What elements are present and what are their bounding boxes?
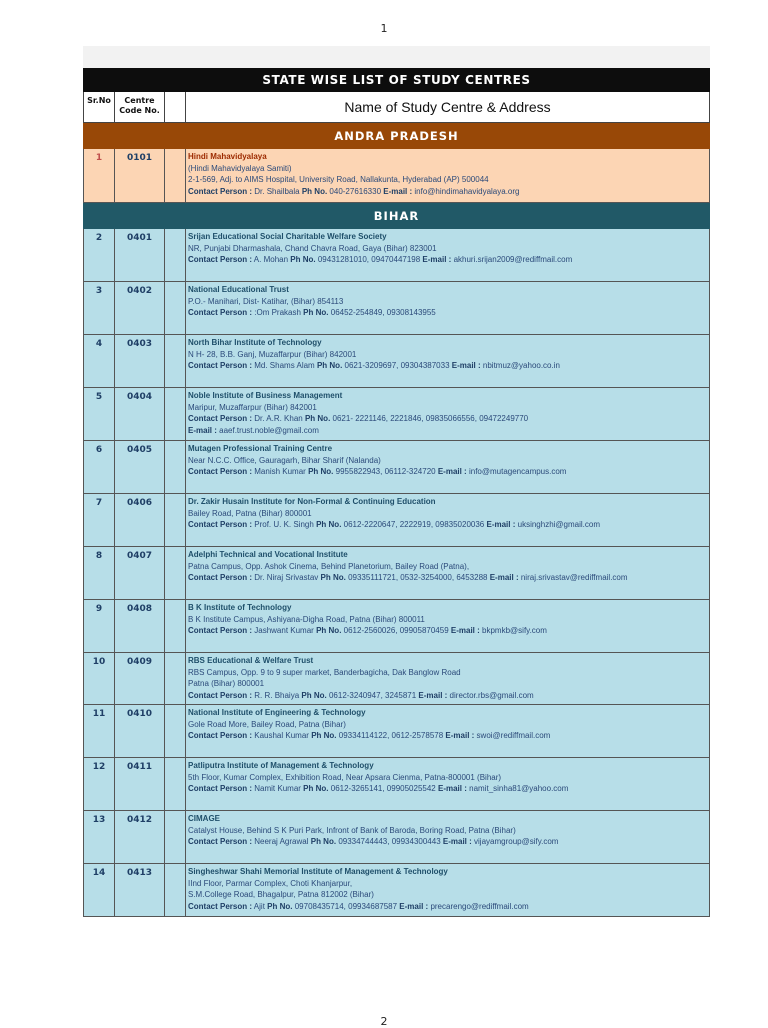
centre-row [83,653,710,705]
centre-row [83,600,710,653]
contact-person: Kaushal Kumar [254,731,309,740]
states-container [83,123,710,917]
centre-name: Mutagen Professional Training Centre [188,444,333,453]
contact-person: Dr. A.R. Khan [254,414,303,423]
email-address: vijayamgroup@sify.com [474,837,559,846]
centre-code: 0407 [115,547,165,599]
centre-sr-no: 14 [84,864,115,916]
state-header: BIHAR [83,203,710,229]
phone-label: Ph No. [316,626,342,635]
centre-row [83,811,710,864]
contact-label: Contact Person : [188,573,253,582]
centre-row [83,388,710,441]
centre-details [186,705,709,757]
centre-address-line: 2-1-569, Adj. to AIMS Hospital, University Road, Nallakunta, Hyderabad (AP) 500044 [188,175,489,184]
col-header-blank [165,92,186,122]
centre-sr-no: 1 [84,149,115,202]
centre-details [186,229,709,281]
centre-sr-no: 11 [84,705,115,757]
contact-person: Neeraj Agrawal [254,837,309,846]
centre-name: North Bihar Institute of Technology [188,338,322,347]
centre-spacer-cell [165,811,186,863]
centre-code: 0405 [115,441,165,493]
phone-number: 09334744443, 09934300443 [338,837,441,846]
email-address: aaef.trust.noble@gmail.com [219,425,319,435]
contact-person: Jashwant Kumar [254,626,314,635]
contact-person: A. Mohan [253,255,289,264]
centre-name: B K Institute of Technology [188,603,292,612]
centre-code: 0412 [115,811,165,863]
phone-label: Ph No. [310,837,337,846]
sheet-title: STATE WISE LIST OF STUDY CENTRES [83,68,710,92]
centre-name: Adelphi Technical and Vocational Institute [188,550,348,559]
centre-spacer-cell [165,229,186,281]
centre-spacer-cell [165,864,186,916]
contact-person: Manish Kumar [254,467,306,476]
centre-address-line: Patna Campus, Opp. Ashok Cinema, Behind Planetorium, Bailey Road (Patna), [188,561,470,571]
email-label: E-mail : [451,361,481,370]
centre-name: Singheshwar Shahi Memorial Institute of Management & Technology [188,867,448,876]
contact-label: Contact Person : [188,690,253,700]
centre-spacer-cell [165,149,186,202]
centre-name: Dr. Zakir Husain Institute for Non-Formal & Continuing Education [188,497,436,506]
page-number-bottom: 2 [380,1015,388,1028]
centre-address-line: (Hindi Mahavidyalaya Samiti) [188,163,292,173]
email-label: E-mail : [442,837,472,846]
centre-code: 0409 [115,653,165,704]
email-address: niraj.srivastav@rediffmail.com [520,573,628,582]
centre-address-line: NR, Punjabi Dharmashala, Chand Chavra Road, Gaya (Bihar) 823001 [188,243,437,253]
email-label: E-mail : [437,467,467,476]
email-label: E-mail : [486,520,516,529]
centre-name: National Educational Trust [188,285,289,294]
centre-contact-line [188,186,709,198]
phone-label: Ph No. [267,901,293,911]
centre-code: 0408 [115,600,165,652]
centre-row [83,547,710,600]
email-label: E-mail : [422,255,452,264]
centre-contact-line [188,307,709,319]
centre-details [186,811,709,863]
centre-sr-no: 3 [84,282,115,334]
centre-code: 0406 [115,494,165,546]
centre-details [186,441,709,493]
centre-code: 0401 [115,229,165,281]
email-label: E-mail : [450,626,480,635]
centre-details [186,758,709,810]
centre-sr-no: 6 [84,441,115,493]
centre-details [186,335,709,387]
email-address: swoi@rediffmail.com [476,731,551,740]
contact-person: Namit Kumar [254,784,301,793]
phone-label: Ph No. [301,186,328,196]
phone-number: 0621-3209697, 09304387033 [344,361,450,370]
centre-row [83,705,710,758]
email-label: E-mail : [445,731,475,740]
centre-address-line: Catalyst House, Behind S K Puri Park, Infront of Bank of Baroda, Boring Road, Patna (Bihar) [188,825,516,835]
centre-contact-line [188,519,709,531]
email-address: namit_sinha81@yahoo.com [469,784,569,793]
centre-contact-line [188,254,709,266]
phone-label: Ph No. [290,255,316,264]
centre-contact-line [188,730,709,742]
centre-name: Srijan Educational Social Charitable Welfare Society [188,232,387,241]
centre-code: 0404 [115,388,165,440]
centre-code: 0403 [115,335,165,387]
contact-person: Ajit [253,901,265,911]
centre-address-line: IInd Floor, Parmar Complex, Choti Khanjarpur, [188,878,353,888]
centre-row [83,282,710,335]
centre-code: 0101 [115,149,165,202]
centre-sr-no: 13 [84,811,115,863]
email-address: info@mutagencampus.com [468,467,567,476]
contact-label: Contact Person : [188,467,253,476]
centre-contact-line [188,690,709,702]
centre-spacer-cell [165,547,186,599]
centre-spacer-cell [165,653,186,704]
column-header-row [83,92,710,123]
phone-label: Ph No. [304,414,331,423]
phone-number: 0612-3240947, 3245871 [328,690,417,700]
centre-details [186,547,709,599]
contact-person: Prof. U. K. Singh [254,520,314,529]
email-label: E-mail : [418,690,448,700]
phone-label: Ph No. [316,520,342,529]
centre-spacer-cell [165,388,186,440]
phone-number: 9955822943, 06112-324720 [335,467,436,476]
contact-label: Contact Person : [188,414,253,423]
centre-code: 0402 [115,282,165,334]
centre-details [186,388,709,440]
centre-sr-no: 10 [84,653,115,704]
centre-sr-no: 9 [84,600,115,652]
email-address: nbitmuz@yahoo.co.in [482,361,560,370]
email-label: E-mail : [188,425,217,435]
phone-number: 0612-3265141, 09905025542 [330,784,436,793]
phone-number: 06452-254849, 09308143955 [330,308,436,317]
centre-name: National Institute of Engineering & Technology [188,708,366,717]
centre-name: Patliputra Institute of Management & Technology [188,761,374,770]
centre-spacer-cell [165,441,186,493]
phone-label: Ph No. [303,308,329,317]
contact-person: R. R. Bhaiya [254,690,300,700]
phone-label: Ph No. [308,467,334,476]
contact-person: :Om Prakash [254,308,301,317]
centre-contact-line [188,836,709,848]
contact-label: Contact Person : [188,308,253,317]
phone-label: Ph No. [301,690,327,700]
email-label: E-mail : [489,573,519,582]
phone-number: 0621- 2221146, 2221846, 09835066556, 09472249770 [332,414,529,423]
centre-row [83,229,710,282]
phone-number: 0612-2560026, 09905870459 [343,626,449,635]
centre-sr-no: 5 [84,388,115,440]
phone-number: 0612-2220647, 2222919, 09835020036 [343,520,485,529]
email-label: E-mail : [399,901,429,911]
email-address: director.rbs@gmail.com [449,690,534,700]
centre-details [186,282,709,334]
centre-sr-no: 8 [84,547,115,599]
centre-contact-line [188,413,709,425]
phone-number: 09708435714, 09934687587 [294,901,398,911]
email-address: info@hindimahavidyalaya.org [414,186,520,196]
centre-details [186,600,709,652]
centre-row [83,149,710,203]
centre-row [83,441,710,494]
contact-person: Md. Shams Alam [254,361,315,370]
phone-label: Ph No. [311,731,337,740]
contact-person: Dr. Niraj Srivastav [254,573,319,582]
contact-label: Contact Person : [188,520,253,529]
email-address: akhuri.srijan2009@rediffmail.com [453,255,573,264]
centre-spacer-cell [165,335,186,387]
centre-address-line: Patna (Bihar) 800001 [188,679,265,688]
col-header-centre-code: Centre Code No. [115,92,165,122]
contact-label: Contact Person : [188,784,253,793]
phone-number: 09431281010, 09470447198 [317,255,421,264]
phone-number: 09335111721, 0532-3254000, 6453288 [348,573,488,582]
centre-email-line [188,425,709,437]
centre-name: Noble Institute of Business Management [188,391,343,400]
sheet-top-strip [83,46,710,68]
centre-row [83,864,710,917]
contact-label: Contact Person : [188,626,253,635]
phone-label: Ph No. [316,361,343,370]
centre-sr-no: 12 [84,758,115,810]
centre-details [186,149,709,202]
email-address: precarengo@rediffmail.com [430,901,529,911]
centre-name: Hindi Mahavidyalaya [188,152,267,161]
contact-label: Contact Person : [188,901,253,911]
state-header: ANDRA PRADESH [83,123,710,149]
centre-contact-line [188,360,709,372]
centre-address-line: S.M.College Road, Bhagalpur, Patna 812002 (Bihar) [188,890,374,899]
centre-row [83,494,710,547]
contact-label: Contact Person : [188,837,253,846]
page-number-top: 1 [380,22,388,35]
centre-address-line: B K Institute Campus, Ashiyana-Digha Road, Patna (Bihar) 800011 [188,614,425,624]
centre-address-line: Near N.C.C. Office, Gauragarh, Bihar Sharif (Nalanda) [188,455,381,465]
phone-label: Ph No. [320,573,346,582]
centre-sr-no: 7 [84,494,115,546]
centre-code: 0413 [115,864,165,916]
centre-address-line: Gole Road More, Bailey Road, Patna (Bihar) [188,719,346,729]
centre-address-line: RBS Campus, Opp. 9 to 9 super market, Banderbagicha, Dak Banglow Road [188,667,461,677]
contact-label: Contact Person : [188,731,253,740]
email-label: E-mail : [437,784,467,793]
centre-spacer-cell [165,600,186,652]
centre-contact-line [188,625,709,637]
centre-spacer-cell [165,494,186,546]
centre-contact-line [188,901,709,913]
centre-sr-no: 4 [84,335,115,387]
centre-details [186,864,709,916]
centre-spacer-cell [165,282,186,334]
centre-address-line: 5th Floor, Kumar Complex, Exhibition Road, Near Apsara Cienma, Patna-800001 (Bihar) [188,772,502,782]
centre-row [83,758,710,811]
email-address: uksinghzhi@gmail.com [517,520,600,529]
centre-name: RBS Educational & Welfare Trust [188,656,314,665]
centre-contact-line [188,572,709,584]
centre-code: 0410 [115,705,165,757]
centre-code: 0411 [115,758,165,810]
centre-contact-line [188,783,709,795]
centre-spacer-cell [165,758,186,810]
contact-label: Contact Person : [188,255,253,264]
phone-number: 09334114122, 0612-2578578 [338,731,444,740]
centre-row [83,335,710,388]
phone-label: Ph No. [303,784,329,793]
email-label: E-mail : [383,186,413,196]
centre-name: CIMAGE [188,814,220,823]
centre-spacer-cell [165,705,186,757]
centre-sr-no: 2 [84,229,115,281]
centre-address-line: N H- 28, B.B. Ganj, Muzaffarpur (Bihar) 842001 [188,349,357,359]
centre-details [186,653,709,704]
centre-contact-line [188,466,709,478]
centre-address-line: Maripur, Muzaffarpur (Bihar) 842001 [188,402,317,412]
contact-label: Contact Person : [188,186,253,196]
contact-person: Dr. Shailbala [254,186,300,196]
col-header-name-address: Name of Study Centre & Address [344,99,551,115]
centre-address-line: Bailey Road, Patna (Bihar) 800001 [188,508,312,518]
study-centre-sheet [83,46,710,917]
contact-label: Contact Person : [188,361,253,370]
centre-address-line: P.O.- Manihari, Dist- Katihar, (Bihar) 854113 [188,296,344,306]
email-address: bkpmkb@sify.com [482,626,547,635]
centre-details [186,494,709,546]
col-header-sr-no: Sr.No [84,92,115,122]
phone-number: 040-27616330 [329,186,382,196]
